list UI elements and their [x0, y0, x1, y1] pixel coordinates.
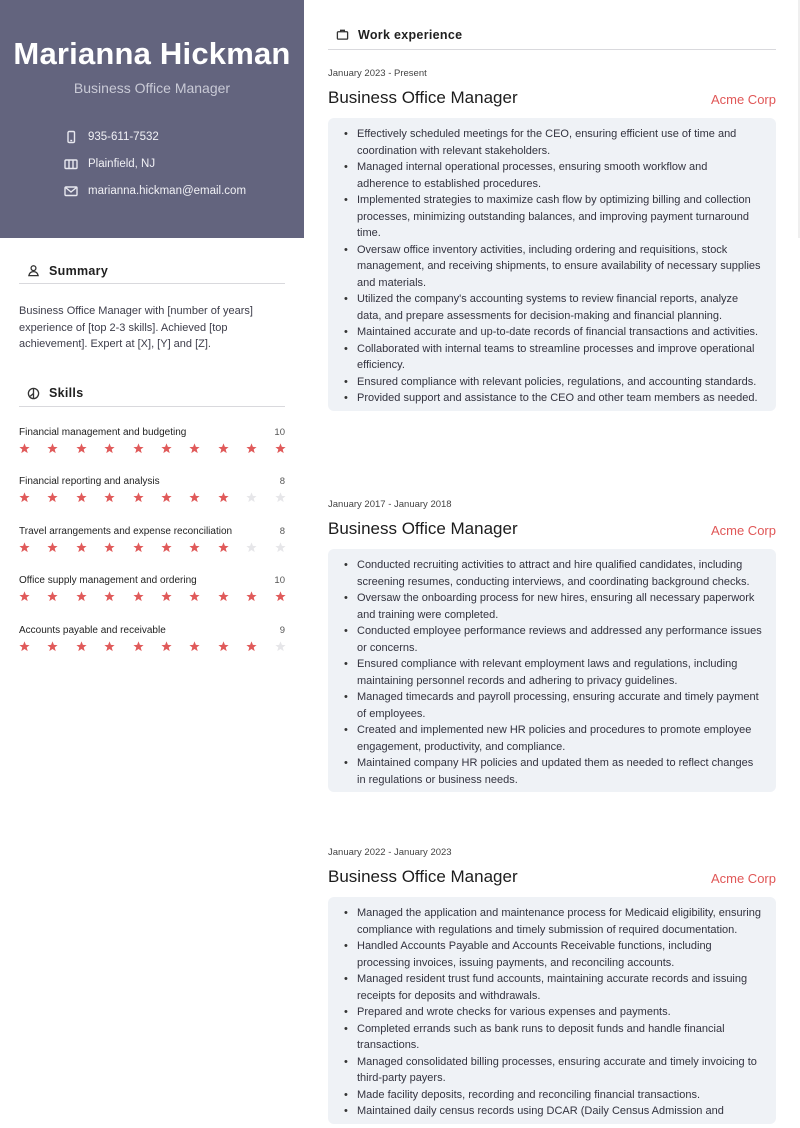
skill-item: [19, 472, 285, 522]
skill-list: [19, 423, 285, 671]
phone-icon: [64, 130, 78, 144]
job-entry: [328, 847, 776, 1124]
job-bullet: • Collaborated with internal teams to streamline processes and improve operational efficiency.: [342, 341, 762, 374]
job-bullet: • Oversaw office inventory activities, including ordering and requisitions, stock management, and receiving shipments, to ensure availability of necessary supplies and materials.: [342, 242, 762, 292]
job-bullet: • Ensured compliance with relevant employment laws and regulations, including maintaining personnel records and adhering to privacy guidelines.: [342, 656, 762, 689]
summary-text: Business Office Manager with [number of years] experience of [top 2-3 skills]. Achieved [top achievement]. Expert at [X], [Y] and [Z].: [19, 305, 253, 350]
job-bullet: • Managed resident trust fund accounts, maintaining accurate records and issuing receipts for deposits and withdrawals.: [342, 971, 762, 1004]
star-filled-icon: [275, 441, 286, 452]
star-filled-icon: [218, 540, 229, 551]
job-bullet: • Utilized the company's accounting systems to review financial reports, analyze data, and prepare assessments for decision-making and financial planning.: [342, 291, 762, 324]
star-filled-icon: [47, 490, 58, 501]
star-filled-icon: [19, 490, 30, 501]
skill-item: [19, 423, 285, 473]
skill-rating: [19, 540, 303, 551]
skill-score: 10: [274, 426, 285, 438]
contact-list: [64, 123, 246, 204]
contact-phone: [64, 123, 246, 150]
skill-rating: [19, 441, 303, 452]
briefcase-icon: [336, 28, 349, 41]
job-title: Business Office Manager: [328, 88, 518, 107]
skill-name: Travel arrangements and expense reconciliation: [19, 525, 233, 537]
job-bullet: • Maintained accurate and up-to-date records of financial transactions and activities.: [342, 324, 762, 341]
skill-name: Financial reporting and analysis: [19, 476, 160, 487]
star-empty-icon: [275, 490, 286, 501]
skill-score: 10: [274, 575, 285, 586]
star-filled-icon: [161, 639, 172, 650]
job-dates: January 2022 - January 2023: [328, 847, 452, 858]
skill-item: [19, 571, 285, 621]
star-filled-icon: [133, 639, 144, 650]
email-text[interactable]: marianna.hickman@email.com: [88, 184, 247, 197]
star-filled-icon: [133, 540, 144, 551]
skill-score: 9: [279, 624, 285, 636]
star-filled-icon: [133, 441, 144, 452]
job-bullet: • Managed consolidated billing processes, ensuring accurate and timely invoicing to third-party payers.: [342, 1054, 762, 1087]
job-title-row: [328, 86, 776, 110]
star-filled-icon: [218, 490, 229, 501]
star-filled-icon: [218, 441, 229, 452]
star-filled-icon: [19, 589, 30, 600]
star-empty-icon: [246, 490, 257, 501]
star-filled-icon: [19, 639, 30, 650]
star-filled-icon: [133, 589, 144, 600]
phone-text: 935-611-7532: [88, 130, 159, 143]
skill-rating: [19, 589, 303, 600]
work-title: Work experience: [358, 27, 463, 42]
job-company: Acme Corp: [710, 523, 776, 538]
candidate-name: Marianna Hickman: [13, 36, 291, 71]
job-title-row: [328, 517, 776, 541]
job-dates: January 2017 - January 2018: [328, 499, 452, 510]
job-description: [328, 897, 776, 1124]
star-filled-icon: [161, 490, 172, 501]
job-bullet: • Oversaw the onboarding process for new hires, ensuring all necessary paperwork and training were completed.: [342, 590, 762, 623]
job-entry: [328, 68, 776, 411]
star-filled-icon: [19, 441, 30, 452]
right-column: [328, 20, 776, 50]
star-filled-icon: [189, 540, 200, 551]
star-filled-icon: [246, 639, 257, 650]
star-filled-icon: [133, 490, 144, 501]
job-bullet: • Prepared and wrote checks for various expenses and payments.: [342, 1004, 762, 1021]
job-dates: January 2023 - Present: [328, 68, 427, 79]
star-filled-icon: [189, 589, 200, 600]
job-bullet: • Handled Accounts Payable and Accounts Receivable functions, including processing invoices, issuing payments, and reconciling accounts.: [342, 938, 762, 971]
star-filled-icon: [161, 589, 172, 600]
job-bullet: • Effectively scheduled meetings for the CEO, ensuring efficient use of time and coordination with relevant stakeholders.: [342, 126, 762, 159]
star-filled-icon: [246, 441, 257, 452]
job-company: Acme Corp: [710, 871, 776, 886]
contact-location: [64, 150, 246, 177]
job-company: Acme Corp: [710, 92, 776, 107]
job-bullet: • Made facility deposits, recording and reconciling financial transactions.: [342, 1087, 762, 1104]
job-bullet: • Completed errands such as bank runs to deposit funds and handle financial transactions.: [342, 1021, 762, 1054]
job-description: [328, 118, 776, 411]
star-empty-icon: [275, 540, 286, 551]
location-text: Plainfield, NJ: [88, 157, 156, 170]
work-heading: [328, 20, 776, 50]
star-filled-icon: [76, 540, 87, 551]
job-entry: [328, 499, 776, 792]
star-empty-icon: [246, 540, 257, 551]
job-bullet: • Created and implemented new HR policies and procedures to promote employee engagement, productivity, and compliance.: [342, 722, 762, 755]
map-icon: [64, 157, 78, 171]
job-bullet: • Managed the application and maintenance process for Medicaid eligibility, ensuring compliance with regulations and timely submission of required documentation.: [342, 905, 762, 938]
job-bullet: • Maintained daily census records using DCAR (Daily Census Admission and: [342, 1103, 762, 1120]
skill-rating: [19, 490, 303, 501]
skill-rating: [19, 639, 303, 650]
skill-name: Financial management and budgeting: [19, 426, 187, 438]
star-filled-icon: [161, 441, 172, 452]
candidate-role: Business Office Manager: [73, 80, 231, 96]
star-filled-icon: [76, 490, 87, 501]
compass-icon: [27, 387, 40, 400]
summary-heading: [19, 258, 285, 284]
star-filled-icon: [76, 589, 87, 600]
star-filled-icon: [47, 441, 58, 452]
star-filled-icon: [104, 589, 115, 600]
skill-item: [19, 621, 285, 671]
skill-score: 8: [279, 476, 285, 487]
star-filled-icon: [104, 639, 115, 650]
skill-name: Office supply management and ordering: [19, 575, 197, 586]
job-bullet: • Maintained company HR policies and updated them as needed to reflect changes in regulations or business needs.: [342, 755, 762, 788]
star-filled-icon: [218, 589, 229, 600]
star-filled-icon: [189, 490, 200, 501]
skills-title: Skills: [49, 386, 84, 400]
star-filled-icon: [47, 639, 58, 650]
star-filled-icon: [104, 441, 115, 452]
mail-icon: [64, 184, 78, 198]
skill-name: Accounts payable and receivable: [19, 624, 166, 636]
left-column: [19, 258, 285, 670]
star-filled-icon: [47, 589, 58, 600]
skills-heading: [19, 381, 285, 407]
job-title-row: [328, 865, 776, 889]
skill-item: [19, 522, 285, 572]
star-filled-icon: [104, 540, 115, 551]
profile-header: [0, 0, 304, 238]
star-empty-icon: [275, 639, 286, 650]
star-filled-icon: [218, 639, 229, 650]
job-bullet: • Provided support and assistance to the CEO and other team members as needed.: [342, 390, 762, 407]
star-filled-icon: [19, 540, 30, 551]
star-filled-icon: [76, 639, 87, 650]
job-bullet: • Conducted employee performance reviews and addressed any performance issues or concerns.: [342, 623, 762, 656]
job-bullet: • Managed timecards and payroll processing, ensuring accurate and timely payment of employees.: [342, 689, 762, 722]
star-filled-icon: [246, 589, 257, 600]
star-filled-icon: [161, 540, 172, 551]
person-icon: [27, 264, 40, 277]
job-bullet: • Ensured compliance with relevant policies, regulations, and accounting standards.: [342, 374, 762, 391]
job-bullet: • Conducted recruiting activities to attract and hire qualified candidates, including screening resumes, conducting interviews, and coordinating background checks.: [342, 557, 762, 590]
job-title: Business Office Manager: [328, 867, 518, 886]
job-title: Business Office Manager: [328, 519, 518, 538]
star-filled-icon: [189, 441, 200, 452]
star-filled-icon: [104, 490, 115, 501]
star-filled-icon: [189, 639, 200, 650]
star-filled-icon: [47, 540, 58, 551]
skill-score: 8: [279, 525, 285, 537]
star-filled-icon: [275, 589, 286, 600]
job-bullet: • Implemented strategies to maximize cash flow by optimizing billing and collection processes, minimizing outstanding balances, and improving payment turnaround time.: [342, 192, 762, 242]
star-filled-icon: [76, 441, 87, 452]
summary-title: Summary: [49, 263, 109, 278]
job-description: [328, 549, 776, 792]
job-bullet: • Managed internal operational processes, ensuring smooth workflow and adherence to established procedures.: [342, 159, 762, 192]
contact-email: [64, 177, 246, 204]
